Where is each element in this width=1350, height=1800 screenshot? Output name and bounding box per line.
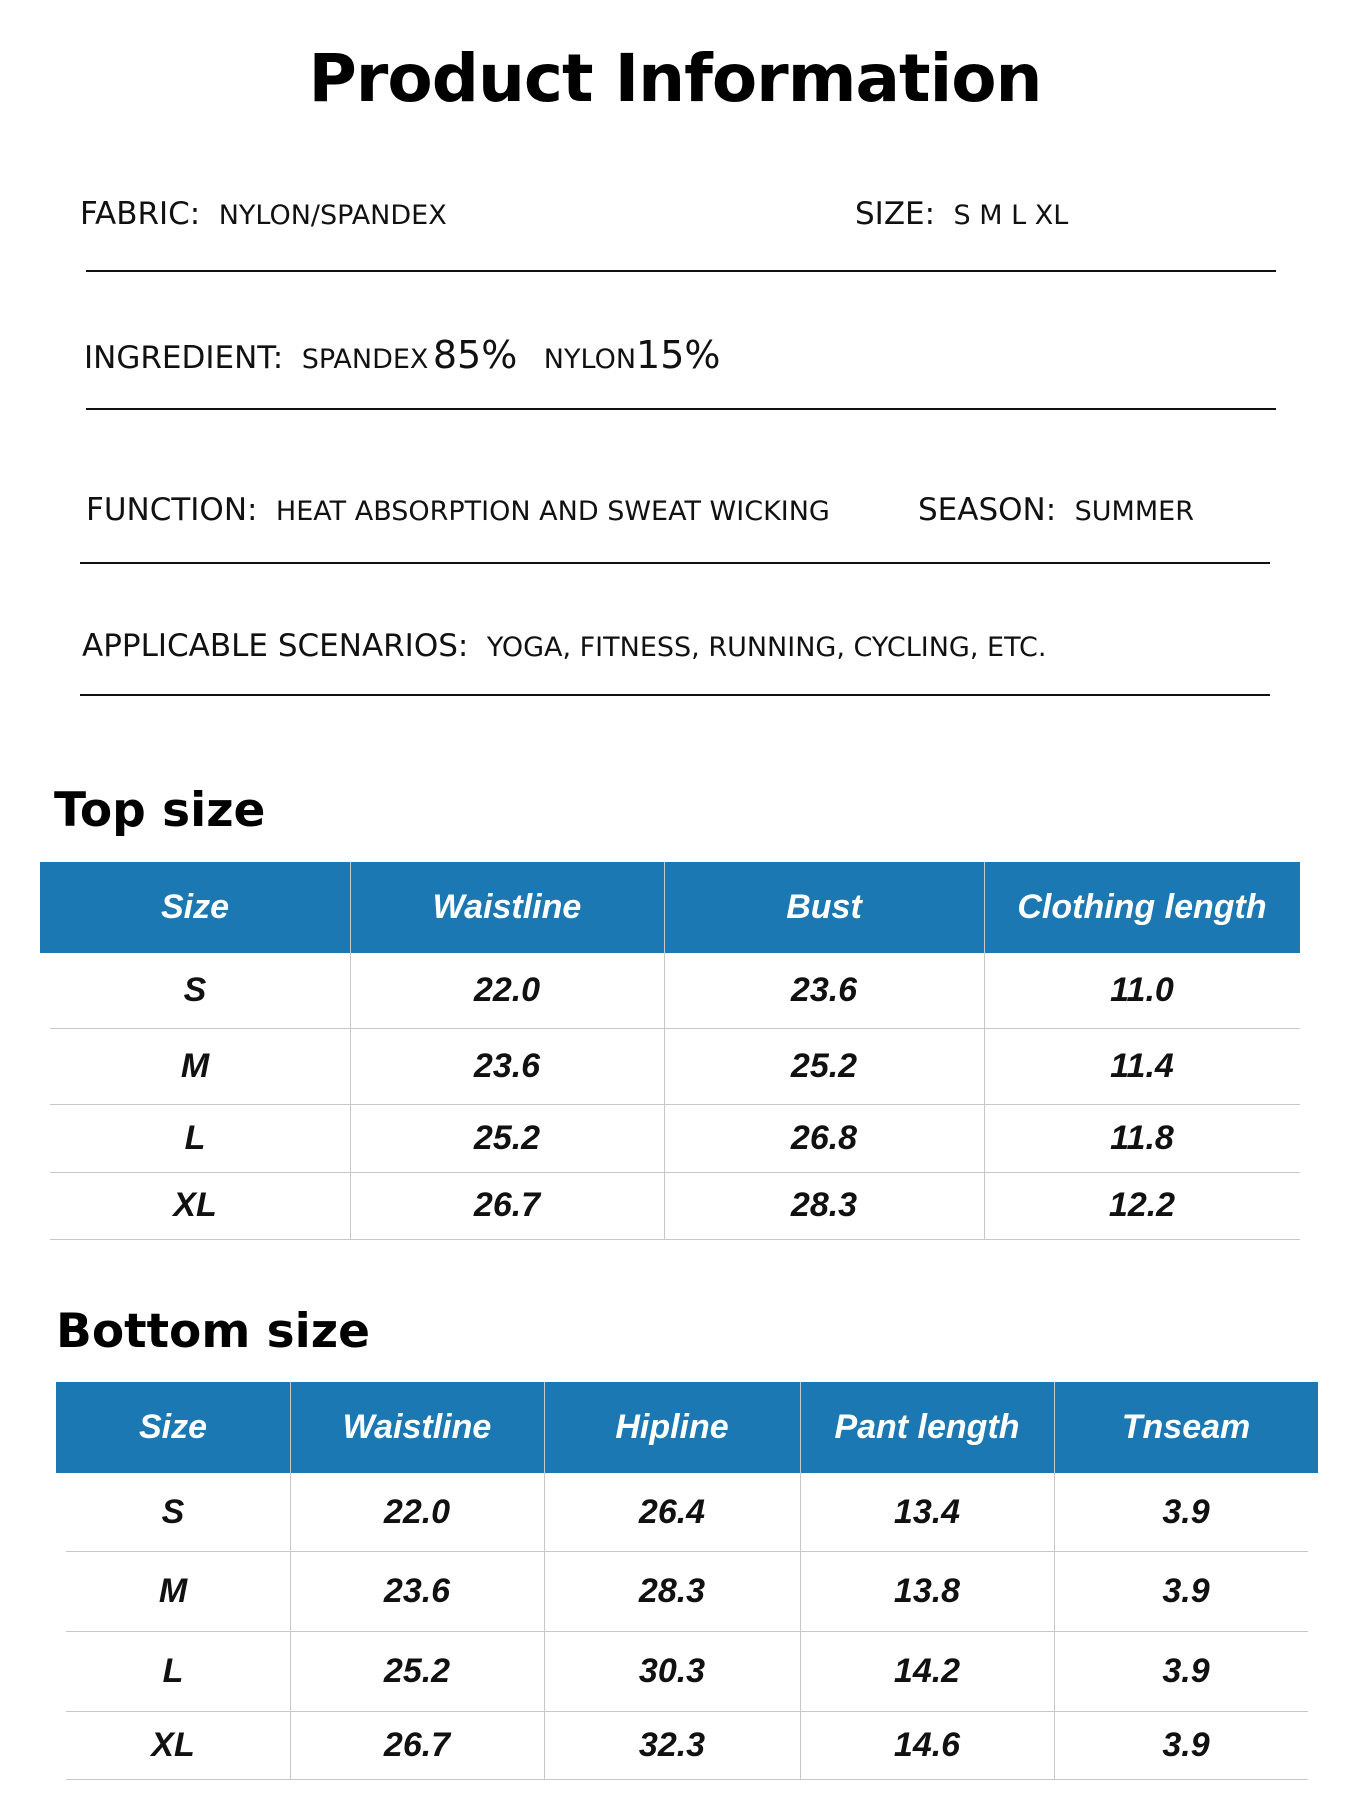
- top-col-clothing-length: Clothing length: [1017, 888, 1267, 926]
- size-row: [855, 196, 1068, 232]
- top-row-s-bust: 23.6: [790, 971, 858, 1009]
- bottom-col-pant-length: Pant length: [834, 1408, 1020, 1446]
- function-row: [86, 492, 830, 528]
- top-row-l-clothing-length: 11.8: [1110, 1118, 1174, 1157]
- top-row-xl-size: XL: [173, 1186, 217, 1224]
- bottom-row-xl-inseam: 3.9: [1162, 1725, 1210, 1764]
- bottom-row-l-size: L: [162, 1651, 184, 1690]
- bottom-row-m-hipline: 28.3: [638, 1571, 706, 1610]
- top-row-m-bust: 25.2: [790, 1046, 858, 1085]
- fabric-row: [80, 196, 447, 232]
- ingredient-row: [84, 333, 721, 377]
- ingredient-nylon: NYLON: [543, 344, 637, 375]
- season-row: [918, 492, 1194, 528]
- top-col-waistline: Waistline: [432, 888, 582, 926]
- top-row-divider: [50, 1239, 1300, 1240]
- top-row-s-size: S: [183, 971, 207, 1009]
- top-size-table: [40, 862, 1300, 1240]
- function-label: FUNCTION:: [86, 492, 258, 528]
- divider-3: [80, 562, 1270, 564]
- bottom-row-xl-hipline: 32.3: [638, 1725, 706, 1764]
- top-row-s-clothing-length: 11.0: [1110, 971, 1174, 1009]
- bottom-row-s-hipline: 26.4: [638, 1492, 706, 1531]
- bottom-row-divider: [66, 1779, 1308, 1780]
- ingredient-nylon-pct: 15%: [636, 333, 721, 377]
- season-value: SUMMER: [1074, 496, 1194, 527]
- top-row-xl-waistline: 26.7: [473, 1186, 541, 1224]
- bottom-size-table: [56, 1382, 1318, 1780]
- bottom-row-s-pant-length: 13.4: [893, 1492, 961, 1531]
- top-row-s-waistline: 22.0: [473, 971, 541, 1009]
- bottom-col-hipline: Hipline: [615, 1408, 729, 1446]
- top-row-m-waistline: 23.6: [473, 1046, 541, 1085]
- bottom-col-inseam: Tnseam: [1121, 1408, 1251, 1446]
- top-row-l-size: L: [184, 1118, 206, 1157]
- fabric-value: NYLON/SPANDEX: [218, 200, 447, 231]
- bottom-row-m-waistline: 23.6: [383, 1571, 451, 1610]
- bottom-size-title: Bottom size: [56, 1304, 370, 1359]
- ingredient-spandex: SPANDEX: [301, 344, 429, 375]
- top-col-size: Size: [160, 888, 230, 926]
- top-row-m-size: M: [180, 1046, 210, 1085]
- size-value: S M L XL: [953, 200, 1069, 231]
- bottom-row-xl-pant-length: 14.6: [893, 1725, 961, 1764]
- size-label: SIZE:: [855, 196, 936, 232]
- bottom-row-l-hipline: 30.3: [638, 1651, 706, 1690]
- scenarios-label: APPLICABLE SCENARIOS:: [82, 628, 469, 664]
- top-row-xl-bust: 28.3: [790, 1186, 858, 1224]
- bottom-col-waistline: Waistline: [342, 1408, 492, 1446]
- top-size-title: Top size: [54, 783, 266, 838]
- page-title: Product Information: [308, 40, 1042, 117]
- fabric-label: FABRIC:: [80, 196, 201, 232]
- season-label: SEASON:: [918, 492, 1057, 528]
- top-row-xl-clothing-length: 12.2: [1108, 1186, 1176, 1224]
- bottom-col-size: Size: [138, 1408, 208, 1446]
- bottom-row-s-size: S: [161, 1492, 185, 1531]
- ingredient-label: INGREDIENT:: [84, 340, 284, 376]
- bottom-row-xl-size: XL: [151, 1725, 195, 1764]
- bottom-row-l-waistline: 25.2: [383, 1651, 451, 1690]
- bottom-row-m-inseam: 3.9: [1162, 1571, 1210, 1610]
- top-row-m-clothing-length: 11.4: [1110, 1046, 1174, 1085]
- bottom-row-m-pant-length: 13.8: [893, 1571, 961, 1610]
- bottom-row-s-inseam: 3.9: [1162, 1492, 1210, 1531]
- bottom-row-s-waistline: 22.0: [383, 1492, 451, 1531]
- top-row-l-bust: 26.8: [790, 1118, 858, 1157]
- bottom-row-m-size: M: [158, 1571, 188, 1610]
- bottom-row-l-inseam: 3.9: [1162, 1651, 1210, 1690]
- divider-2: [86, 408, 1276, 410]
- bottom-row-l-pant-length: 14.2: [893, 1651, 961, 1690]
- scenarios-row: [82, 628, 1046, 664]
- bottom-row-xl-waistline: 26.7: [383, 1725, 451, 1764]
- top-col-bust: Bust: [786, 888, 862, 926]
- divider-4: [80, 694, 1270, 696]
- divider-1: [86, 270, 1276, 272]
- top-row-l-waistline: 25.2: [473, 1118, 541, 1157]
- function-value: HEAT ABSORPTION AND SWEAT WICKING: [275, 496, 830, 527]
- scenarios-value: YOGA, FITNESS, RUNNING, CYCLING, ETC.: [486, 632, 1047, 663]
- ingredient-spandex-pct: 85%: [432, 333, 518, 377]
